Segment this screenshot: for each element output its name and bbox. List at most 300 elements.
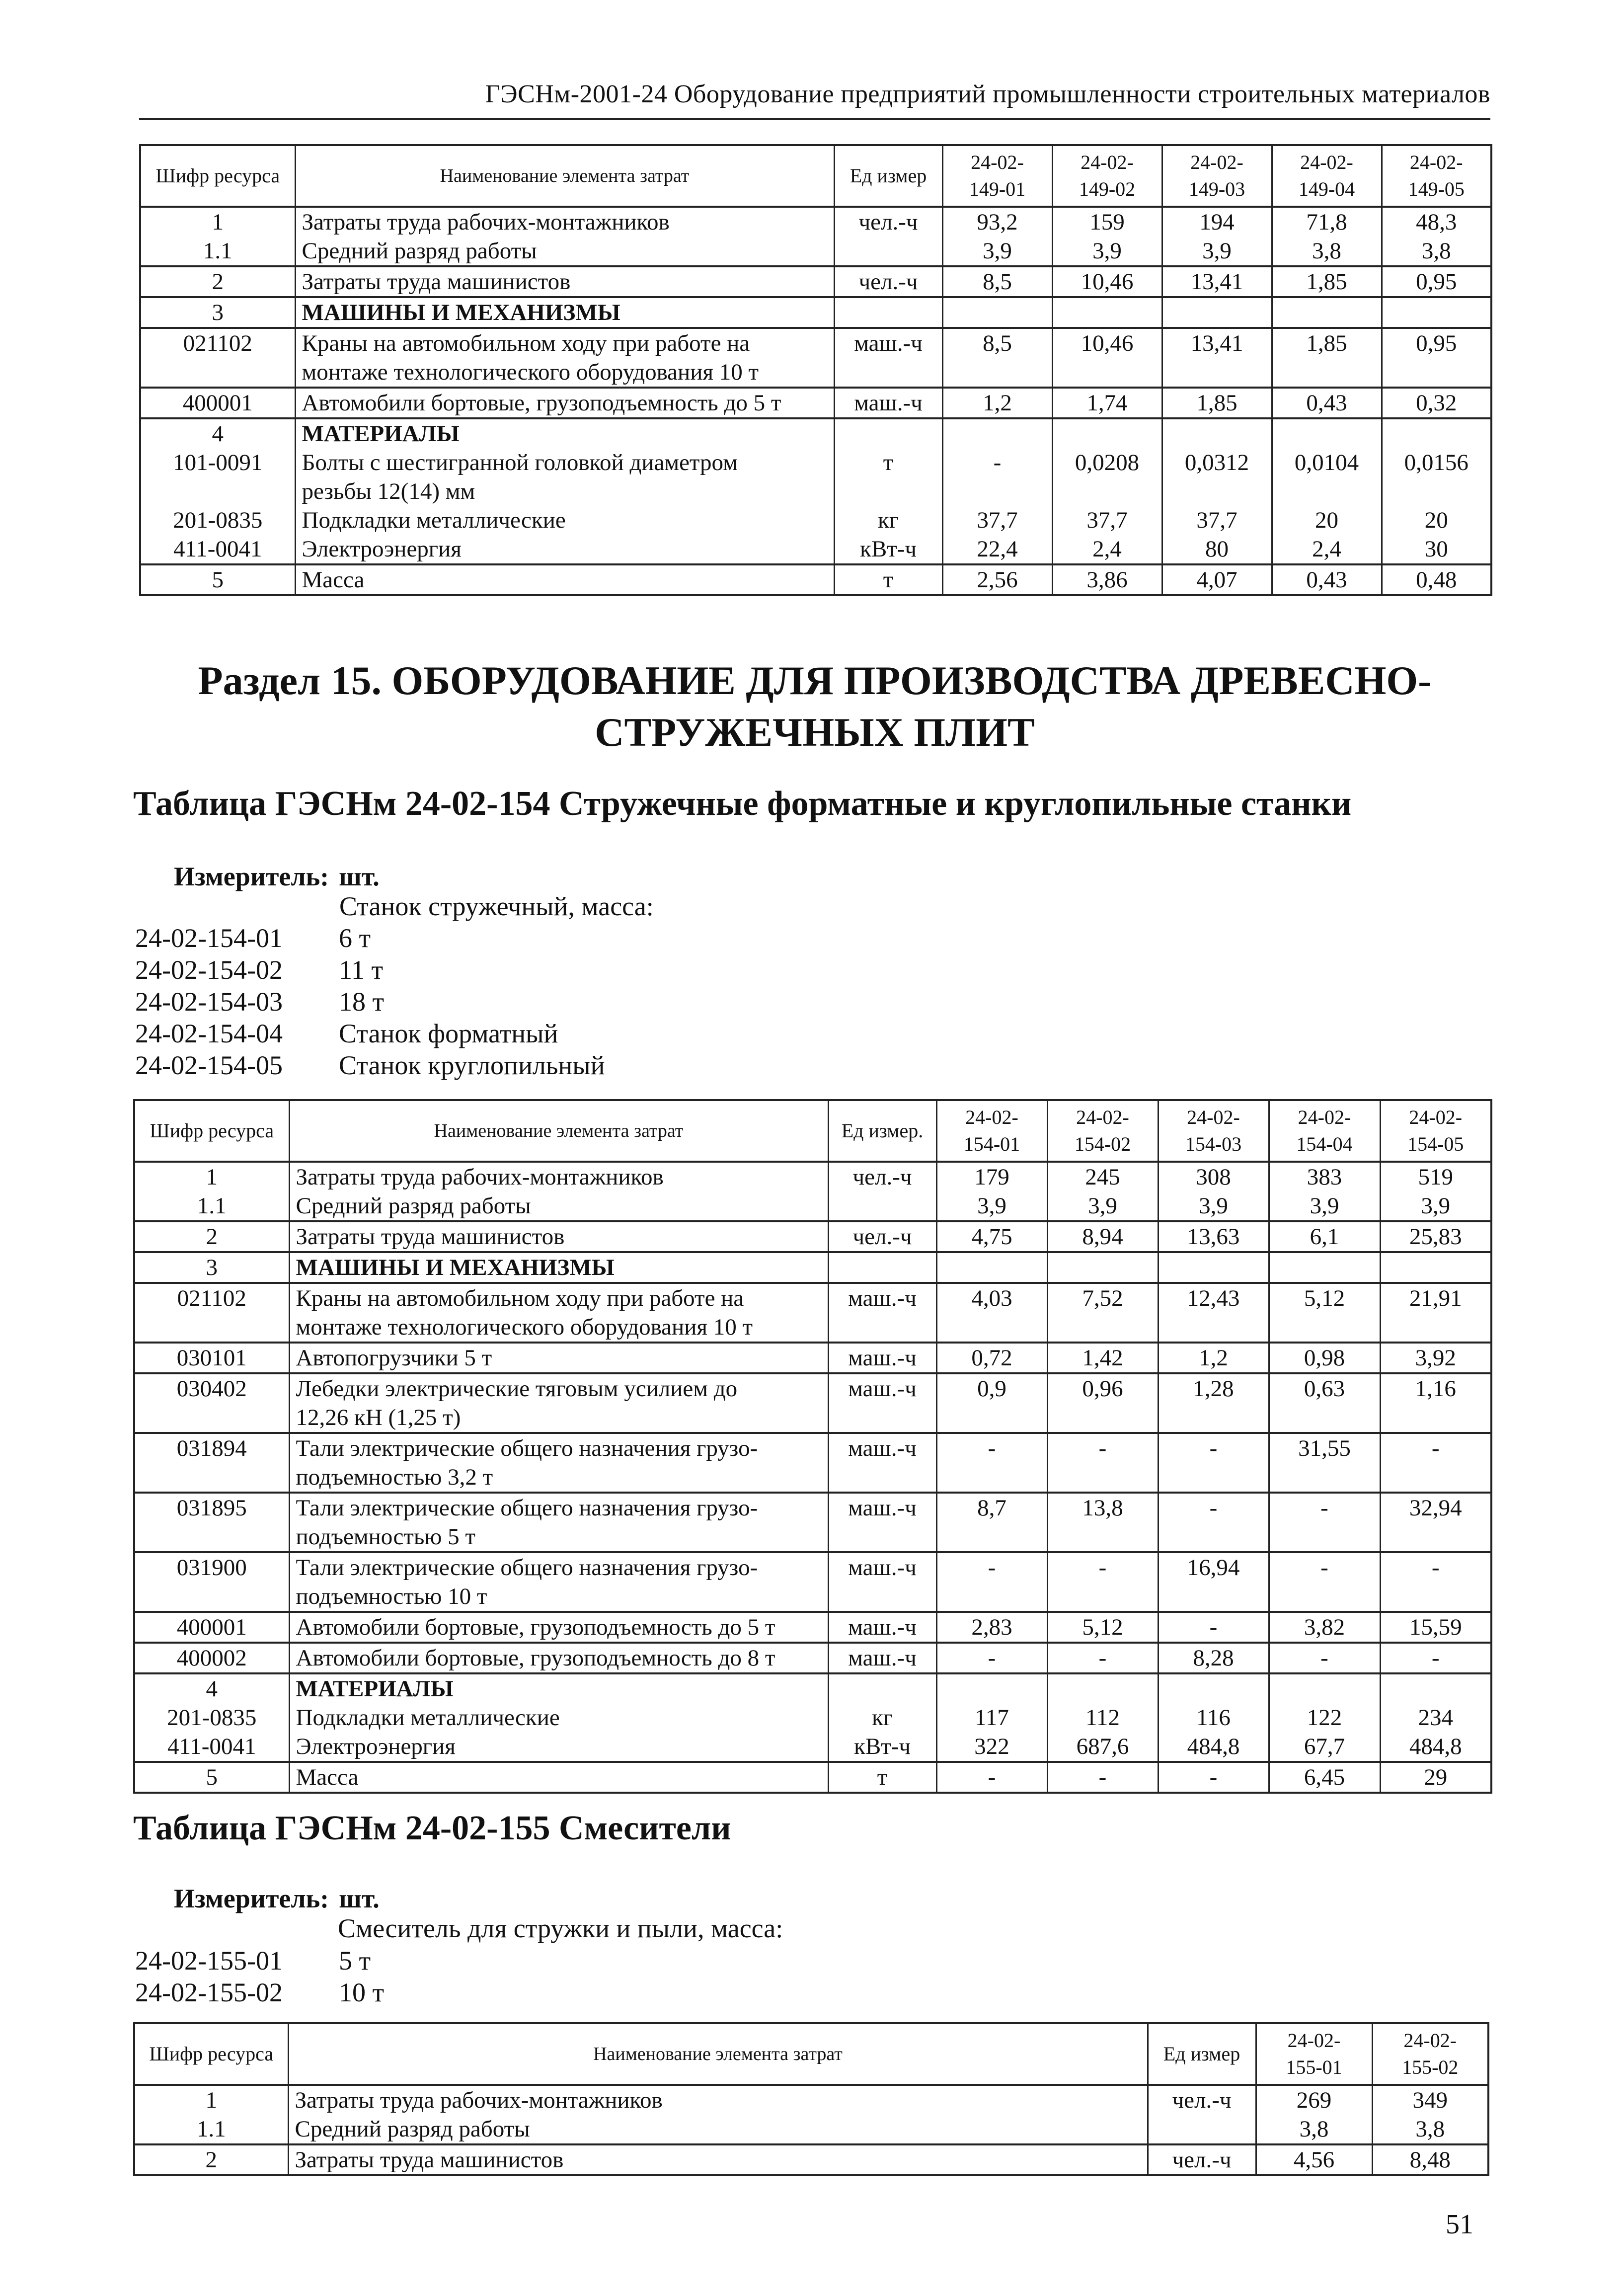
cost-item-name: Затраты труда рабочих-монтажников xyxy=(289,1162,828,1191)
resource-code: 400002 xyxy=(134,1643,289,1673)
resource-code: 2 xyxy=(140,266,295,297)
table-row xyxy=(140,448,1491,506)
resource-code: 031894 xyxy=(134,1433,289,1493)
value-cell: 1,16 xyxy=(1380,1373,1491,1433)
value-cell: - xyxy=(1380,1643,1491,1673)
cost-item-name: Тали электрические общего назначения грузо- подъемностью 10 т xyxy=(289,1552,828,1612)
value-cell: 4,07 xyxy=(1162,564,1272,595)
cost-item-name: Электроэнергия xyxy=(295,535,834,564)
value-cell: 67,7 xyxy=(1269,1732,1380,1762)
resource-code: 021102 xyxy=(140,328,295,388)
table-row xyxy=(134,1283,1491,1343)
value-cell xyxy=(1380,1673,1491,1703)
resource-code: 5 xyxy=(134,1762,289,1793)
header-code: Шифр ресурса xyxy=(140,145,295,207)
value-cell: 1,85 xyxy=(1272,266,1382,297)
cost-item-name: МАТЕРИАЛЫ xyxy=(289,1673,828,1703)
resource-code: 400001 xyxy=(140,388,295,418)
value-cell: 269 xyxy=(1256,2085,1372,2115)
value-cell: 1,85 xyxy=(1162,388,1272,418)
value-cell: 8,28 xyxy=(1158,1643,1269,1673)
resource-code: 021102 xyxy=(134,1283,289,1343)
cost-item-name: Подкладки металлические xyxy=(289,1703,828,1732)
table-row xyxy=(134,1612,1491,1643)
variant-text: Станок форматный xyxy=(339,1019,558,1048)
value-cell: 3,9 xyxy=(936,1191,1047,1221)
value-cell: 349 xyxy=(1372,2085,1488,2115)
value-cell: - xyxy=(1380,1433,1491,1493)
unit-of-measure xyxy=(1148,2115,1256,2144)
value-cell: 6,45 xyxy=(1269,1762,1380,1793)
running-header: ГЭСНм-2001-24 Оборудование предприятий промышленности строительных материалов xyxy=(485,80,1490,108)
unit-of-measure: чел.-ч xyxy=(834,266,942,297)
cost-item-name: Затраты труда рабочих-монтажников xyxy=(295,207,834,237)
unit-of-measure: маш.-ч xyxy=(828,1612,936,1643)
value-cell: 1,42 xyxy=(1047,1343,1158,1373)
unit-of-measure: кВт-ч xyxy=(834,535,942,564)
unit-of-measure xyxy=(834,418,942,448)
value-cell: 93,2 xyxy=(942,207,1052,237)
value-cell: 4,56 xyxy=(1256,2144,1372,2175)
value-cell: - xyxy=(1047,1433,1158,1493)
table-155-title: Таблица ГЭСНм 24-02-155 Смесители xyxy=(133,1809,731,1847)
resource-code: 411-0041 xyxy=(140,535,295,564)
cost-item-name: Затраты труда машинистов xyxy=(295,266,834,297)
unit-of-measure: маш.-ч xyxy=(828,1493,936,1552)
value-cell: 245 xyxy=(1047,1162,1158,1191)
resource-code: 1 xyxy=(134,2085,288,2115)
value-cell: 484,8 xyxy=(1158,1732,1269,1762)
resource-code: 030101 xyxy=(134,1343,289,1373)
value-cell: - xyxy=(1269,1493,1380,1552)
table-154-intro: Станок стружечный, масса: xyxy=(339,891,654,921)
value-cell: 32,94 xyxy=(1380,1493,1491,1552)
resource-code: 1.1 xyxy=(134,1191,289,1221)
value-cell: 2,4 xyxy=(1052,535,1162,564)
value-cell: - xyxy=(942,448,1052,506)
value-cell xyxy=(1380,1252,1491,1283)
value-cell: 383 xyxy=(1269,1162,1380,1191)
value-cell: 3,8 xyxy=(1256,2115,1372,2144)
table-row xyxy=(134,1373,1491,1433)
header-col-2: 24-02- 149-02 xyxy=(1052,145,1162,207)
unit-of-measure xyxy=(834,297,942,328)
resource-code: 5 xyxy=(140,564,295,595)
header-code: Шифр ресурса xyxy=(134,2023,288,2085)
table-row xyxy=(140,328,1491,388)
value-cell: 0,0208 xyxy=(1052,448,1162,506)
value-cell: 4,75 xyxy=(936,1221,1047,1252)
resource-code: 030402 xyxy=(134,1373,289,1433)
page-number: 51 xyxy=(1446,2209,1473,2240)
header-unit: Ед измер. xyxy=(828,1100,936,1162)
unit-of-measure: кВт-ч xyxy=(828,1732,936,1762)
unit-of-measure: т xyxy=(828,1762,936,1793)
table-row xyxy=(140,418,1491,448)
value-cell: 0,98 xyxy=(1269,1343,1380,1373)
value-cell: - xyxy=(936,1643,1047,1673)
value-cell: 3,9 xyxy=(1162,237,1272,266)
value-cell: 13,41 xyxy=(1162,266,1272,297)
value-cell: 3,8 xyxy=(1272,237,1382,266)
value-cell xyxy=(942,418,1052,448)
cost-item-name: Автопогрузчики 5 т xyxy=(289,1343,828,1373)
table-row xyxy=(140,388,1491,418)
cost-item-name: Автомобили бортовые, грузоподъемность до 5 т xyxy=(289,1612,828,1643)
value-cell: 0,95 xyxy=(1382,328,1491,388)
unit-of-measure: маш.-ч xyxy=(828,1552,936,1612)
value-cell xyxy=(1158,1252,1269,1283)
value-cell: 0,48 xyxy=(1382,564,1491,595)
cost-item-name: МАШИНЫ И МЕХАНИЗМЫ xyxy=(295,297,834,328)
value-cell: 0,95 xyxy=(1382,266,1491,297)
unit-of-measure: маш.-ч xyxy=(834,328,942,388)
value-cell: 112 xyxy=(1047,1703,1158,1732)
cost-item-name: Тали электрические общего назначения грузо- подъемностью 5 т xyxy=(289,1493,828,1552)
resource-code: 1.1 xyxy=(134,2115,288,2144)
table-row xyxy=(134,1493,1491,1552)
unit-of-measure: маш.-ч xyxy=(828,1643,936,1673)
value-cell xyxy=(936,1252,1047,1283)
value-cell: 2,83 xyxy=(936,1612,1047,1643)
value-cell xyxy=(1052,418,1162,448)
table-155-meter: Измеритель: шт. xyxy=(174,1884,380,1913)
variant-item xyxy=(135,1018,605,1049)
value-cell xyxy=(1382,297,1491,328)
table-row xyxy=(140,297,1491,328)
value-cell xyxy=(1269,1673,1380,1703)
resource-code: 3 xyxy=(134,1252,289,1283)
variant-text: 6 т xyxy=(339,923,371,953)
resource-code: 400001 xyxy=(134,1612,289,1643)
value-cell: 0,9 xyxy=(936,1373,1047,1433)
cost-item-name: Средний разряд работы xyxy=(289,1191,828,1221)
table-154 xyxy=(133,1099,1492,1794)
value-cell: 5,12 xyxy=(1269,1283,1380,1343)
unit-of-measure xyxy=(828,1191,936,1221)
table-row xyxy=(134,1552,1491,1612)
value-cell xyxy=(1162,418,1272,448)
value-cell: 179 xyxy=(936,1162,1047,1191)
value-cell: 37,7 xyxy=(1052,506,1162,535)
table-row xyxy=(140,237,1491,266)
value-cell xyxy=(1047,1673,1158,1703)
cost-item-name: Масса xyxy=(289,1762,828,1793)
cost-item-name: Лебедки электрические тяговым усилием до 12,26 кН (1,25 т) xyxy=(289,1373,828,1433)
resource-code: 4 xyxy=(134,1673,289,1703)
value-cell: 3,92 xyxy=(1380,1343,1491,1373)
value-cell: 1,2 xyxy=(1158,1343,1269,1373)
value-cell: 13,63 xyxy=(1158,1221,1269,1252)
value-cell: 20 xyxy=(1382,506,1491,535)
table-row xyxy=(140,535,1491,564)
resource-code: 1 xyxy=(140,207,295,237)
value-cell: 0,43 xyxy=(1272,564,1382,595)
value-cell: 1,85 xyxy=(1272,328,1382,388)
table-row xyxy=(134,2085,1488,2115)
variant-item xyxy=(135,1977,384,2008)
value-cell: 687,6 xyxy=(1047,1732,1158,1762)
value-cell: 0,43 xyxy=(1272,388,1382,418)
variant-code: 24-02-155-01 xyxy=(135,1946,283,1976)
table-155-variants xyxy=(135,1945,384,2008)
value-cell xyxy=(1269,1252,1380,1283)
value-cell: 48,3 xyxy=(1382,207,1491,237)
value-cell: 3,86 xyxy=(1052,564,1162,595)
value-cell: 8,94 xyxy=(1047,1221,1158,1252)
value-cell xyxy=(1162,297,1272,328)
resource-code: 201-0835 xyxy=(134,1703,289,1732)
cost-item-name: Средний разряд работы xyxy=(295,237,834,266)
table-row xyxy=(134,1433,1491,1493)
table-row xyxy=(134,1732,1491,1762)
value-cell: 308 xyxy=(1158,1162,1269,1191)
cost-item-name: Средний разряд работы xyxy=(288,2115,1148,2144)
value-cell: 322 xyxy=(936,1732,1047,1762)
value-cell: 0,96 xyxy=(1047,1373,1158,1433)
value-cell: - xyxy=(1158,1433,1269,1493)
value-cell xyxy=(942,297,1052,328)
value-cell: 122 xyxy=(1269,1703,1380,1732)
unit-of-measure: т xyxy=(834,564,942,595)
value-cell: 2,4 xyxy=(1272,535,1382,564)
table-row xyxy=(134,1162,1491,1191)
header-col-1: 24-02- 155-01 xyxy=(1256,2023,1372,2085)
value-cell: 29 xyxy=(1380,1762,1491,1793)
value-cell: 3,9 xyxy=(1269,1191,1380,1221)
header-unit: Ед измер xyxy=(1148,2023,1256,2085)
header-name: Наименование элемента затрат xyxy=(288,2023,1148,2085)
value-cell: 234 xyxy=(1380,1703,1491,1732)
value-cell: 13,8 xyxy=(1047,1493,1158,1552)
value-cell: 8,7 xyxy=(936,1493,1047,1552)
unit-of-measure: чел.-ч xyxy=(834,207,942,237)
table-155-intro: Смеситель для стружки и пыли, масса: xyxy=(338,1913,783,1943)
value-cell: - xyxy=(1158,1612,1269,1643)
header-name: Наименование элемента затрат xyxy=(289,1100,828,1162)
variant-item xyxy=(135,922,605,954)
value-cell: 20 xyxy=(1272,506,1382,535)
value-cell: 8,5 xyxy=(942,328,1052,388)
value-cell: 10,46 xyxy=(1052,266,1162,297)
variant-code: 24-02-154-01 xyxy=(135,923,283,953)
unit-of-measure: кг xyxy=(834,506,942,535)
cost-item-name: Подкладки металлические xyxy=(295,506,834,535)
resource-code: 1.1 xyxy=(140,237,295,266)
value-cell: - xyxy=(1047,1552,1158,1612)
cost-item-name: Электроэнергия xyxy=(289,1732,828,1762)
unit-of-measure: чел.-ч xyxy=(1148,2144,1256,2175)
value-cell: - xyxy=(1380,1552,1491,1612)
value-cell xyxy=(1272,418,1382,448)
resource-code: 2 xyxy=(134,1221,289,1252)
table-row xyxy=(134,1343,1491,1373)
variant-code: 24-02-154-05 xyxy=(135,1050,283,1080)
header-name: Наименование элемента затрат xyxy=(295,145,834,207)
resource-code: 101-0091 xyxy=(140,448,295,506)
table-row xyxy=(140,564,1491,595)
value-cell: - xyxy=(1269,1643,1380,1673)
table-154-variants xyxy=(135,922,605,1081)
value-cell: 80 xyxy=(1162,535,1272,564)
table-row xyxy=(134,1221,1491,1252)
value-cell: 22,4 xyxy=(942,535,1052,564)
value-cell: 2,56 xyxy=(942,564,1052,595)
variant-item xyxy=(135,954,605,986)
variant-item xyxy=(135,986,605,1018)
cost-item-name: Болты с шестигранной головкой диаметром резьбы 12(14) мм xyxy=(295,448,834,506)
unit-of-measure: маш.-ч xyxy=(828,1283,936,1343)
value-cell: 0,0104 xyxy=(1272,448,1382,506)
cost-item-name: Тали электрические общего назначения грузо- подъемностью 3,2 т xyxy=(289,1433,828,1493)
value-cell: 13,41 xyxy=(1162,328,1272,388)
value-cell: 16,94 xyxy=(1158,1552,1269,1612)
unit-of-measure: маш.-ч xyxy=(828,1343,936,1373)
table-row xyxy=(140,266,1491,297)
value-cell: - xyxy=(1269,1552,1380,1612)
value-cell: 1,74 xyxy=(1052,388,1162,418)
value-cell: 3,9 xyxy=(1047,1191,1158,1221)
unit-of-measure: чел.-ч xyxy=(828,1162,936,1191)
table-row xyxy=(134,1762,1491,1793)
unit-of-measure xyxy=(834,237,942,266)
header-col-2: 24-02- 155-02 xyxy=(1372,2023,1488,2085)
cost-item-name: Автомобили бортовые, грузоподъемность до 5 т xyxy=(295,388,834,418)
header-col-1: 24-02- 149-01 xyxy=(942,145,1052,207)
table-row xyxy=(134,1703,1491,1732)
variant-code: 24-02-155-02 xyxy=(135,1978,283,2007)
variant-code: 24-02-154-04 xyxy=(135,1019,283,1048)
table-row xyxy=(134,1252,1491,1283)
header-unit: Ед измер xyxy=(834,145,942,207)
table-149 xyxy=(139,144,1492,596)
unit-of-measure: маш.-ч xyxy=(834,388,942,418)
table-row xyxy=(140,506,1491,535)
cost-item-name: МАШИНЫ И МЕХАНИЗМЫ xyxy=(289,1252,828,1283)
header-col-5: 24-02- 149-05 xyxy=(1382,145,1491,207)
value-cell: 1,2 xyxy=(942,388,1052,418)
resource-code: 031895 xyxy=(134,1493,289,1552)
table-row xyxy=(134,2115,1488,2144)
header-col-4: 24-02- 154-04 xyxy=(1269,1100,1380,1162)
variant-code: 24-02-154-02 xyxy=(135,955,283,985)
resource-code: 2 xyxy=(134,2144,288,2175)
value-cell xyxy=(1382,418,1491,448)
value-cell: 117 xyxy=(936,1703,1047,1732)
value-cell: 484,8 xyxy=(1380,1732,1491,1762)
value-cell: 3,9 xyxy=(1158,1191,1269,1221)
cost-item-name: МАТЕРИАЛЫ xyxy=(295,418,834,448)
value-cell: 3,8 xyxy=(1372,2115,1488,2144)
variant-text: 11 т xyxy=(339,955,384,985)
unit-of-measure: маш.-ч xyxy=(828,1433,936,1493)
value-cell: 194 xyxy=(1162,207,1272,237)
header-col-2: 24-02- 154-02 xyxy=(1047,1100,1158,1162)
value-cell xyxy=(936,1673,1047,1703)
value-cell: 3,8 xyxy=(1382,237,1491,266)
value-cell: 159 xyxy=(1052,207,1162,237)
resource-code: 031900 xyxy=(134,1552,289,1612)
cost-item-name: Краны на автомобильном ходу при работе на монтаже технологического оборудования 10 т xyxy=(289,1283,828,1343)
value-cell: 3,9 xyxy=(942,237,1052,266)
header-col-1: 24-02- 154-01 xyxy=(936,1100,1047,1162)
table-row xyxy=(134,1191,1491,1221)
header-rule xyxy=(139,118,1490,120)
resource-code: 1 xyxy=(134,1162,289,1191)
variant-text: 5 т xyxy=(339,1946,371,1976)
variant-item xyxy=(135,1049,605,1081)
value-cell: 0,63 xyxy=(1269,1373,1380,1433)
resource-code: 201-0835 xyxy=(140,506,295,535)
value-cell: 3,82 xyxy=(1269,1612,1380,1643)
variant-text: Станок круглопильный xyxy=(339,1050,605,1080)
cost-item-name: Краны на автомобильном ходу при работе на монтаже технологического оборудования 10 т xyxy=(295,328,834,388)
header-col-5: 24-02- 154-05 xyxy=(1380,1100,1491,1162)
value-cell: 3,9 xyxy=(1052,237,1162,266)
unit-of-measure: т xyxy=(834,448,942,506)
resource-code: 411-0041 xyxy=(134,1732,289,1762)
value-cell: - xyxy=(1047,1643,1158,1673)
value-cell: 30 xyxy=(1382,535,1491,564)
value-cell: - xyxy=(1158,1762,1269,1793)
value-cell: 519 xyxy=(1380,1162,1491,1191)
table-154-title: Таблица ГЭСНм 24-02-154 Стружечные форматные и круглопильные станки xyxy=(133,785,1352,823)
value-cell: 0,72 xyxy=(936,1343,1047,1373)
value-cell: - xyxy=(936,1552,1047,1612)
value-cell: 0,0156 xyxy=(1382,448,1491,506)
value-cell: 21,91 xyxy=(1380,1283,1491,1343)
unit-of-measure xyxy=(828,1252,936,1283)
value-cell: 4,03 xyxy=(936,1283,1047,1343)
value-cell: 0,32 xyxy=(1382,388,1491,418)
value-cell: - xyxy=(1047,1762,1158,1793)
table-154-meter: Измеритель: шт. xyxy=(174,862,380,891)
value-cell: 3,9 xyxy=(1380,1191,1491,1221)
value-cell xyxy=(1047,1252,1158,1283)
value-cell: 5,12 xyxy=(1047,1612,1158,1643)
variant-text: 18 т xyxy=(339,987,385,1017)
value-cell: 8,5 xyxy=(942,266,1052,297)
value-cell: 37,7 xyxy=(1162,506,1272,535)
value-cell: 6,1 xyxy=(1269,1221,1380,1252)
value-cell: 0,0312 xyxy=(1162,448,1272,506)
table-row xyxy=(140,207,1491,237)
header-col-3: 24-02- 149-03 xyxy=(1162,145,1272,207)
unit-of-measure: маш.-ч xyxy=(828,1373,936,1433)
table-row xyxy=(134,2144,1488,2175)
cost-item-name: Затраты труда рабочих-монтажников xyxy=(288,2085,1148,2115)
value-cell: 25,83 xyxy=(1380,1221,1491,1252)
header-col-4: 24-02- 149-04 xyxy=(1272,145,1382,207)
value-cell: - xyxy=(936,1762,1047,1793)
value-cell: 7,52 xyxy=(1047,1283,1158,1343)
cost-item-name: Затраты труда машинистов xyxy=(288,2144,1148,2175)
unit-of-measure: чел.-ч xyxy=(1148,2085,1256,2115)
cost-item-name: Масса xyxy=(295,564,834,595)
value-cell: 15,59 xyxy=(1380,1612,1491,1643)
value-cell: 31,55 xyxy=(1269,1433,1380,1493)
value-cell: 116 xyxy=(1158,1703,1269,1732)
resource-code: 4 xyxy=(140,418,295,448)
value-cell: 10,46 xyxy=(1052,328,1162,388)
value-cell: 8,48 xyxy=(1372,2144,1488,2175)
value-cell: 37,7 xyxy=(942,506,1052,535)
value-cell: 71,8 xyxy=(1272,207,1382,237)
value-cell: - xyxy=(936,1433,1047,1493)
value-cell: 1,28 xyxy=(1158,1373,1269,1433)
value-cell xyxy=(1272,297,1382,328)
value-cell: 12,43 xyxy=(1158,1283,1269,1343)
